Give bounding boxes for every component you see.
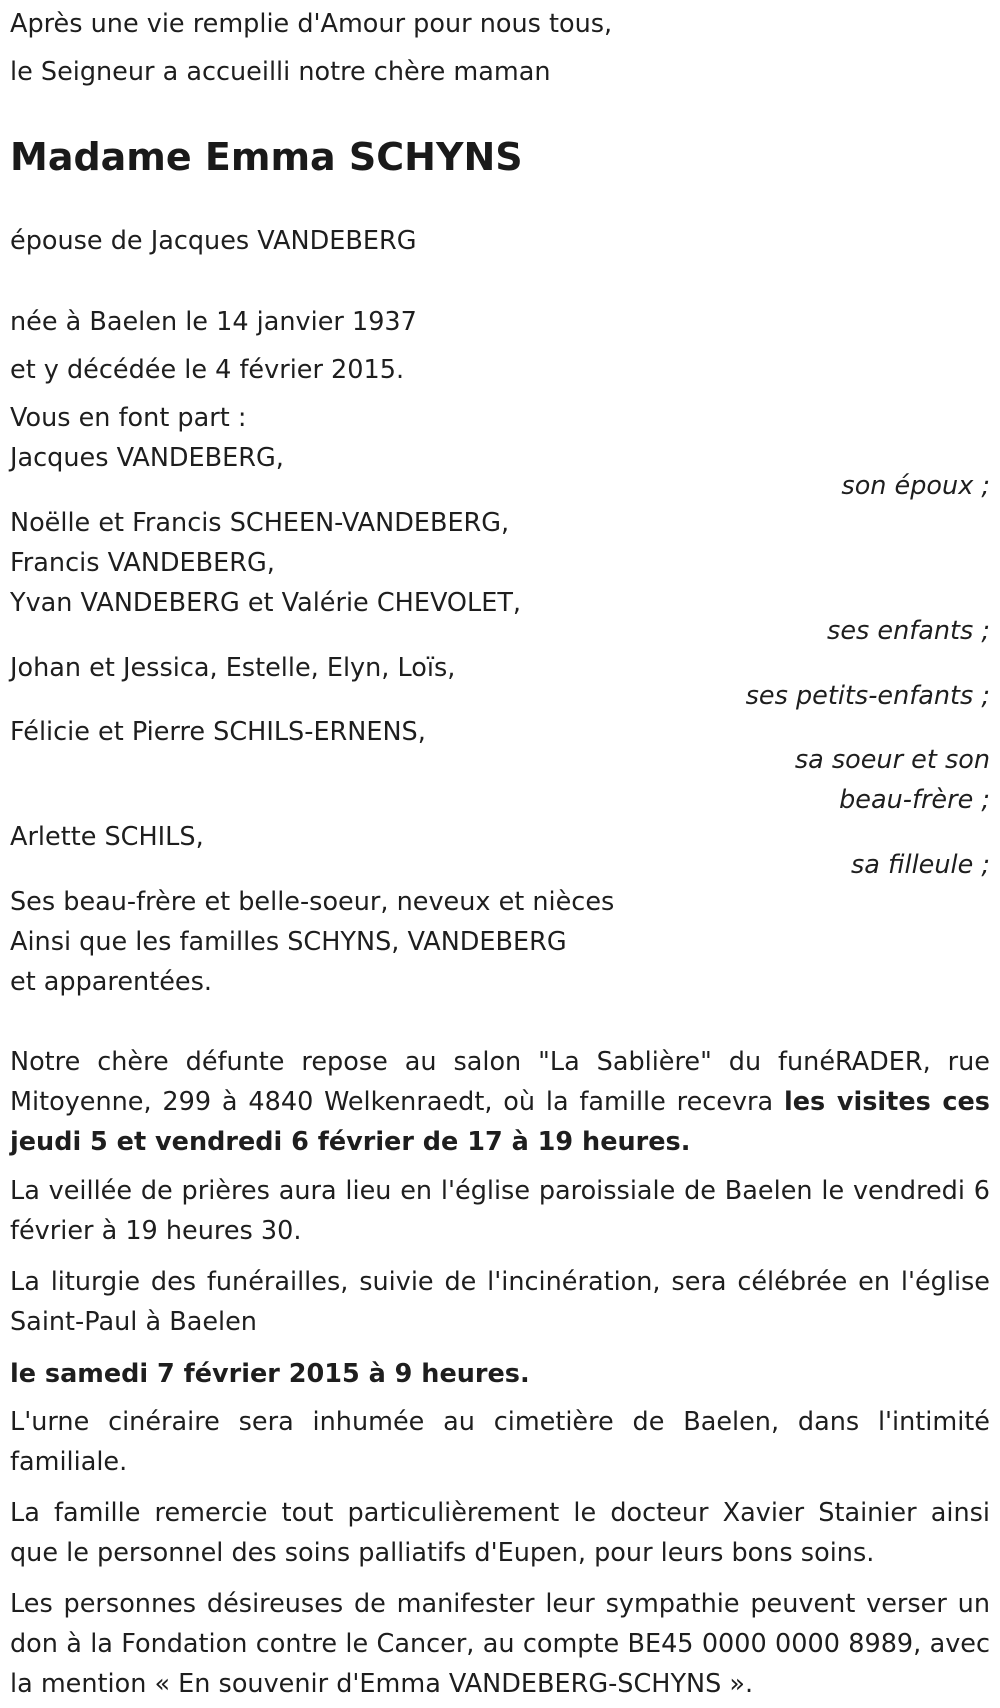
child-3: Yvan VANDEBERG et Valérie CHEVOLET, <box>10 588 522 618</box>
children-role: ses enfants ; <box>827 616 990 646</box>
liturgy-date <box>10 1354 990 1394</box>
relatives-line-3: et apparentées. <box>10 967 212 997</box>
urn-paragraph: L'urne cinéraire sera inhumée au cimetière de Baelen, dans l'intimité familiale. <box>10 1407 990 1477</box>
goddaughter-role: sa filleule ; <box>851 850 990 880</box>
child-1: Noëlle et Francis SCHEEN-VANDEBERG, <box>10 508 510 538</box>
grandchildren-names: Johan et Jessica, Estelle, Elyn, Loïs, <box>10 653 456 683</box>
sister-role-1: sa soeur et son <box>794 745 990 775</box>
thanks-paragraph: La famille remercie tout particulièrement le docteur Xavier Stainier ainsi que le personnel des soins palliatifs d'Eupen, pour leurs bons soins. <box>10 1498 990 1568</box>
donation-paragraph: Les personnes désireuses de manifester leur sympathie peuvent verser un don à la Fondation contre le Cancer, au compte BE45 0000 0000 8989, avec la mention « En souvenir d'Emma VANDEBERG-SCHYNS ». <box>10 1589 990 1699</box>
husband-role: son époux ; <box>841 471 990 501</box>
goddaughter-name: Arlette SCHILS, <box>10 822 204 852</box>
death-line: et y décédée le 4 février 2015. <box>10 355 405 385</box>
visit-paragraph <box>10 1042 990 1162</box>
visit-text: Notre chère défunte repose au salon "La Sablière" du funéRADER, rue Mitoyenne, 299 à 4840 Welkenraedt, où la famille recevra <box>10 1047 990 1117</box>
husband-name: Jacques VANDEBERG, <box>10 443 284 473</box>
deceased-name: Madame Emma SCHYNS <box>10 135 523 179</box>
relatives-line-2: Ainsi que les familles SCHYNS, VANDEBERG <box>10 927 567 957</box>
relatives-line-1: Ses beau-frère et belle-soeur, neveux et nièces <box>10 887 615 917</box>
sister-role-2: beau-frère ; <box>839 785 990 815</box>
vigil-paragraph: La veillée de prières aura lieu en l'église paroissiale de Baelen le vendredi 6 février à 19 heures 30. <box>10 1176 990 1246</box>
announce-label: Vous en font part : <box>10 403 247 433</box>
sister-names: Félicie et Pierre SCHILS-ERNENS, <box>10 717 426 747</box>
intro-line-2: le Seigneur a accueilli notre chère maman <box>10 57 551 87</box>
visit-times: les visites ces jeudi 5 et vendredi 6 février de 17 à 19 heures. <box>10 1087 990 1157</box>
liturgy-paragraph: La liturgie des funérailles, suivie de l'incinération, sera célébrée en l'église Saint-Paul à Baelen <box>10 1267 990 1337</box>
liturgy-date-text: le samedi 7 février 2015 à 9 heures. <box>10 1359 530 1389</box>
grandchildren-role: ses petits-enfants ; <box>745 681 990 711</box>
spouse-line: épouse de Jacques VANDEBERG <box>10 226 417 256</box>
birth-line: née à Baelen le 14 janvier 1937 <box>10 307 417 337</box>
child-2: Francis VANDEBERG, <box>10 548 275 578</box>
intro-line-1: Après une vie remplie d'Amour pour nous tous, <box>10 9 613 39</box>
